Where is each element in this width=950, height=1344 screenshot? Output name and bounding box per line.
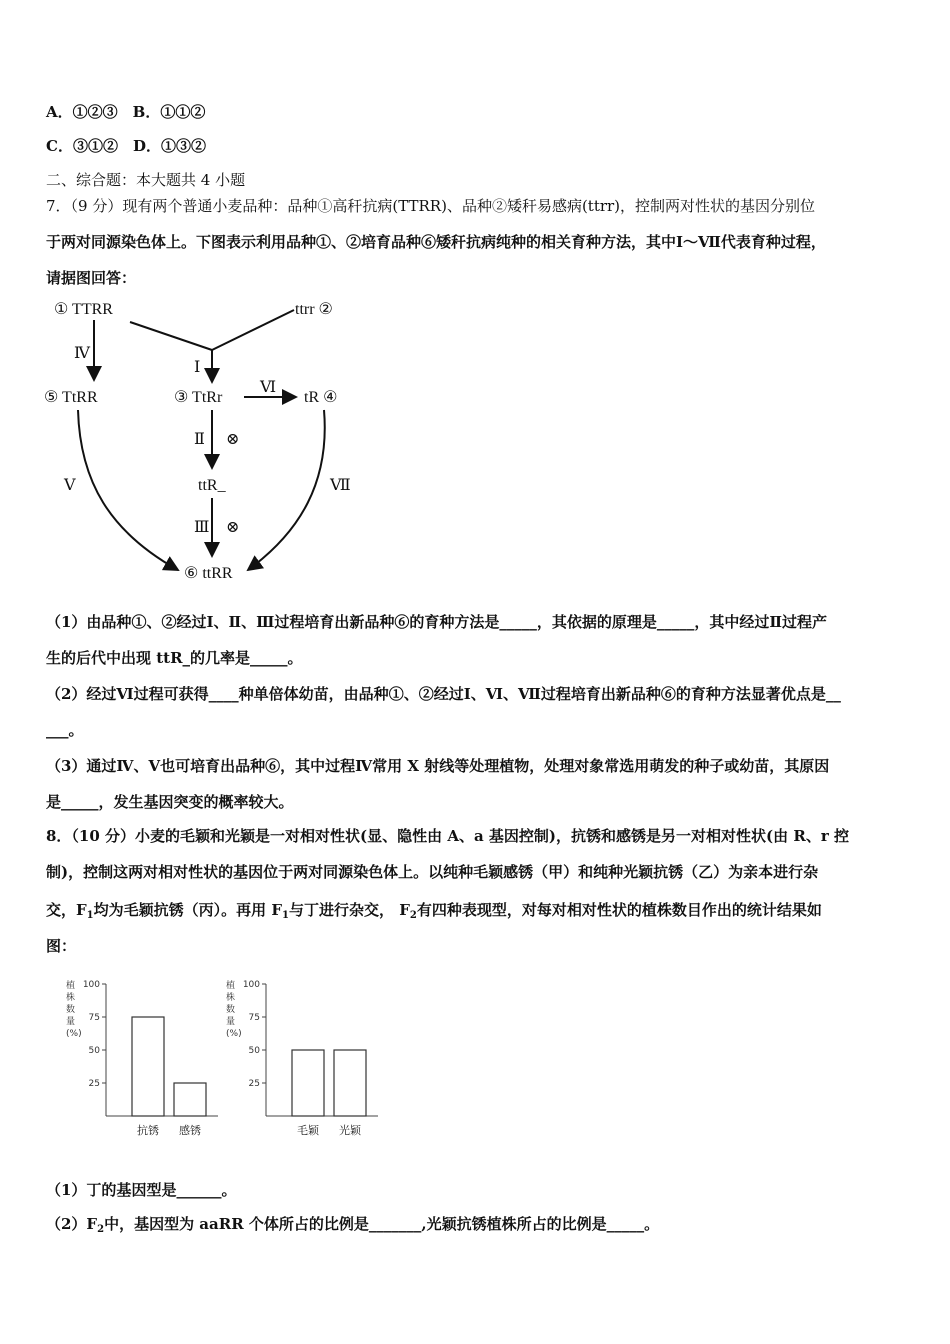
bar-抗锈 [132, 1017, 164, 1116]
y-tick-label: 100 [242, 980, 260, 990]
category-label: 毛颖 [297, 1124, 319, 1137]
y-tick-label: 100 [82, 980, 100, 990]
node-5: ⑤ TtRR [44, 389, 98, 406]
node-6: ⑥ ttRR [184, 565, 233, 582]
q7-sub2-line1: （2）经过Ⅵ过程可获得____种单倍体幼苗，由品种①、②经过Ⅰ、Ⅵ、Ⅶ过程培育出新品种⑥的育种方法显著优点是__ [46, 685, 841, 703]
y-axis-label: 植 [226, 981, 236, 991]
chart-glume-type [218, 972, 388, 1142]
arrow-7 [248, 410, 325, 570]
node-1: ① TTRR [54, 301, 113, 318]
y-axis-label: 植 [66, 981, 76, 991]
q7-sub2-line2: ___。 [46, 721, 84, 739]
process-5: Ⅴ [64, 477, 76, 494]
y-tick-label: 25 [248, 1079, 260, 1089]
selfing-symbol-2: ⊗ [226, 519, 240, 536]
chart-rust-resistance [58, 972, 228, 1142]
arrow-5 [78, 410, 178, 570]
process-7: Ⅶ [330, 477, 351, 494]
node-4: tR ④ [304, 389, 338, 406]
breeding-diagram [40, 292, 360, 592]
process-1: Ⅰ [194, 359, 201, 376]
y-axis-label: 株 [226, 993, 236, 1003]
y-axis-label: (%) [226, 1029, 242, 1039]
y-axis-label: 数 [226, 1005, 236, 1015]
q8-stem-line3: 交，$F_1$均为毛颖抗锈（丙）。再用 $F_1$与丁进行杂交， $F_2$有四种表现型，对每对相对性状的植株数目作出的统计结果如 [46, 901, 822, 921]
q7-sub3-line2: 是_____，发生基因突变的概率较大。 [46, 793, 294, 811]
q8-stem-line2: 制)，控制这两对相对性状的基因位于两对同源染色体上。以纯种毛颖感锈（甲）和纯种光颖抗锈（乙）为亲本进行杂 [46, 863, 819, 881]
section-title: 二、综合题：本大题共 4 小题 [46, 171, 246, 189]
process-4: Ⅳ [74, 345, 90, 362]
node-3: ③ TtRr [174, 389, 223, 406]
y-axis-label: 数 [66, 1005, 76, 1015]
q7-stem-line2: 于两对同源染色体上。下图表示利用品种①、②培育品种⑥矮秆抗病纯种的相关育种方法，其中Ⅰ～Ⅶ代表育种过程， [46, 233, 826, 251]
q7-sub3-line1: （3）通过Ⅳ、Ⅴ也可培育出品种⑥，其中过程Ⅳ常用 X 射线等处理植物，处理对象常选用萌发的种子或幼苗，其原因 [46, 757, 830, 775]
q8-sub2: $(2)F_2$中，基因型为 aaRR 个体所占的比例是_______,光颖抗锈植株所占的比例是_____。 [46, 1215, 660, 1235]
q8-stem-line4: 图： [46, 937, 77, 955]
category-label: 光颖 [339, 1124, 361, 1137]
q7-sub1-line2: 生的后代中出现 ttR_的几率是_____。 [46, 649, 303, 667]
cross-line-left [130, 322, 212, 350]
process-2: Ⅱ [194, 431, 205, 448]
q7-sub1-line1: （1）由品种①、②经过Ⅰ、Ⅱ、Ⅲ过程培育出新品种⑥的育种方法是_____，其依据的原理是_____，其中经过Ⅱ过程产 [46, 613, 828, 631]
y-tick-label: 50 [88, 1046, 100, 1056]
bar-光颖 [334, 1050, 366, 1116]
q7-stem-line1: 7．（9 分）现有两个普通小麦品种：品种①高秆抗病(TTRR)、品种②矮秆易感病(ttrr)，控制两对性状的基因分别位 [46, 197, 816, 215]
cross-line-right [212, 310, 294, 350]
y-axis-label: (%) [66, 1029, 82, 1039]
bar-毛颖 [292, 1050, 324, 1116]
option-line-ab: A．①②③ B．①①② [46, 103, 206, 121]
process-6: Ⅵ [260, 379, 277, 396]
y-axis-label: 量 [226, 1017, 236, 1027]
category-label: 感锈 [179, 1124, 201, 1137]
y-tick-label: 75 [248, 1013, 260, 1023]
q7-stem-line3: 请据图回答： [46, 269, 137, 287]
process-3: Ⅲ [194, 519, 210, 536]
option-line-cd: C．③①② D．①③② [46, 137, 206, 155]
node-mid: ttR_ [198, 477, 226, 494]
y-tick-label: 75 [88, 1013, 100, 1023]
y-tick-label: 25 [88, 1079, 100, 1089]
y-tick-label: 50 [248, 1046, 260, 1056]
node-2: ttrr ② [295, 301, 333, 318]
q8-sub1: （1）丁的基因型是______。 [46, 1181, 237, 1199]
y-axis-label: 量 [66, 1017, 76, 1027]
category-label: 抗锈 [137, 1124, 159, 1137]
q8-stem-line1: 8．（10 分）小麦的毛颖和光颖是一对相对性状(显、隐性由 A、a 基因控制)，抗锈和感锈是另一对相对性状(由 R、r 控 [46, 827, 849, 845]
bar-感锈 [174, 1083, 206, 1116]
y-axis-label: 株 [66, 993, 76, 1003]
selfing-symbol-1: ⊗ [226, 431, 240, 448]
